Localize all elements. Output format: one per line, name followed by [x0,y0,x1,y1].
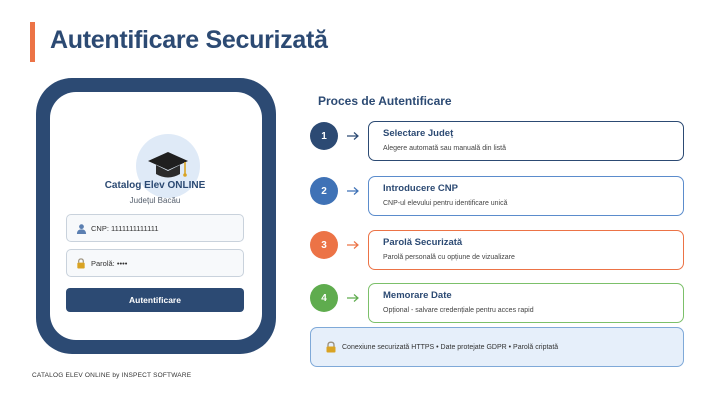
step-number: 2 [310,177,338,205]
step-description: CNP-ul elevului pentru identificare unică [383,200,508,207]
step-card [368,230,684,270]
password-value: Parolă: •••• [91,258,128,268]
step-description: Opțional - salvare credențiale pentru acces rapid [383,307,534,314]
county-label: Județul Bacău [129,196,181,205]
password-field[interactable] [66,249,244,277]
title-accent-bar [30,22,35,62]
security-text: Conexiune securizată HTTPS • Date protejate GDPR • Parolă criptată [342,343,559,351]
step-number: 3 [310,231,338,259]
step-card [368,283,684,323]
step-title: Introducere CNP [383,183,458,194]
login-button[interactable]: Autentificare [66,288,244,312]
step-title: Parolă Securizată [383,237,463,248]
lock-icon [325,341,337,353]
cnp-field[interactable] [66,214,244,242]
step-title: Memorare Date [383,290,452,301]
cnp-value: CNP: 1111111111111 [91,223,159,233]
user-icon [75,222,87,234]
step-title: Selectare Județ [383,128,454,139]
step-description: Parolă personală cu opțiune de vizualizare [383,254,515,261]
step-card [368,121,684,161]
arrow-right-icon [346,293,360,303]
app-name: Catalog Elev ONLINE [104,180,206,191]
step-number: 4 [310,284,338,312]
arrow-right-icon [346,240,360,250]
step-description: Alegere automată sau manuală din listă [383,145,506,152]
step-number: 1 [310,122,338,150]
page-title: Autentificare Securizată [50,26,328,54]
arrow-right-icon [346,131,360,141]
lock-icon [75,257,87,269]
footer-credit: CATALOG ELEV ONLINE by INSPECT SOFTWARE [32,372,192,379]
process-title: Proces de Autentificare [318,94,452,108]
security-note [310,327,684,367]
arrow-right-icon [346,186,360,196]
step-card [368,176,684,216]
